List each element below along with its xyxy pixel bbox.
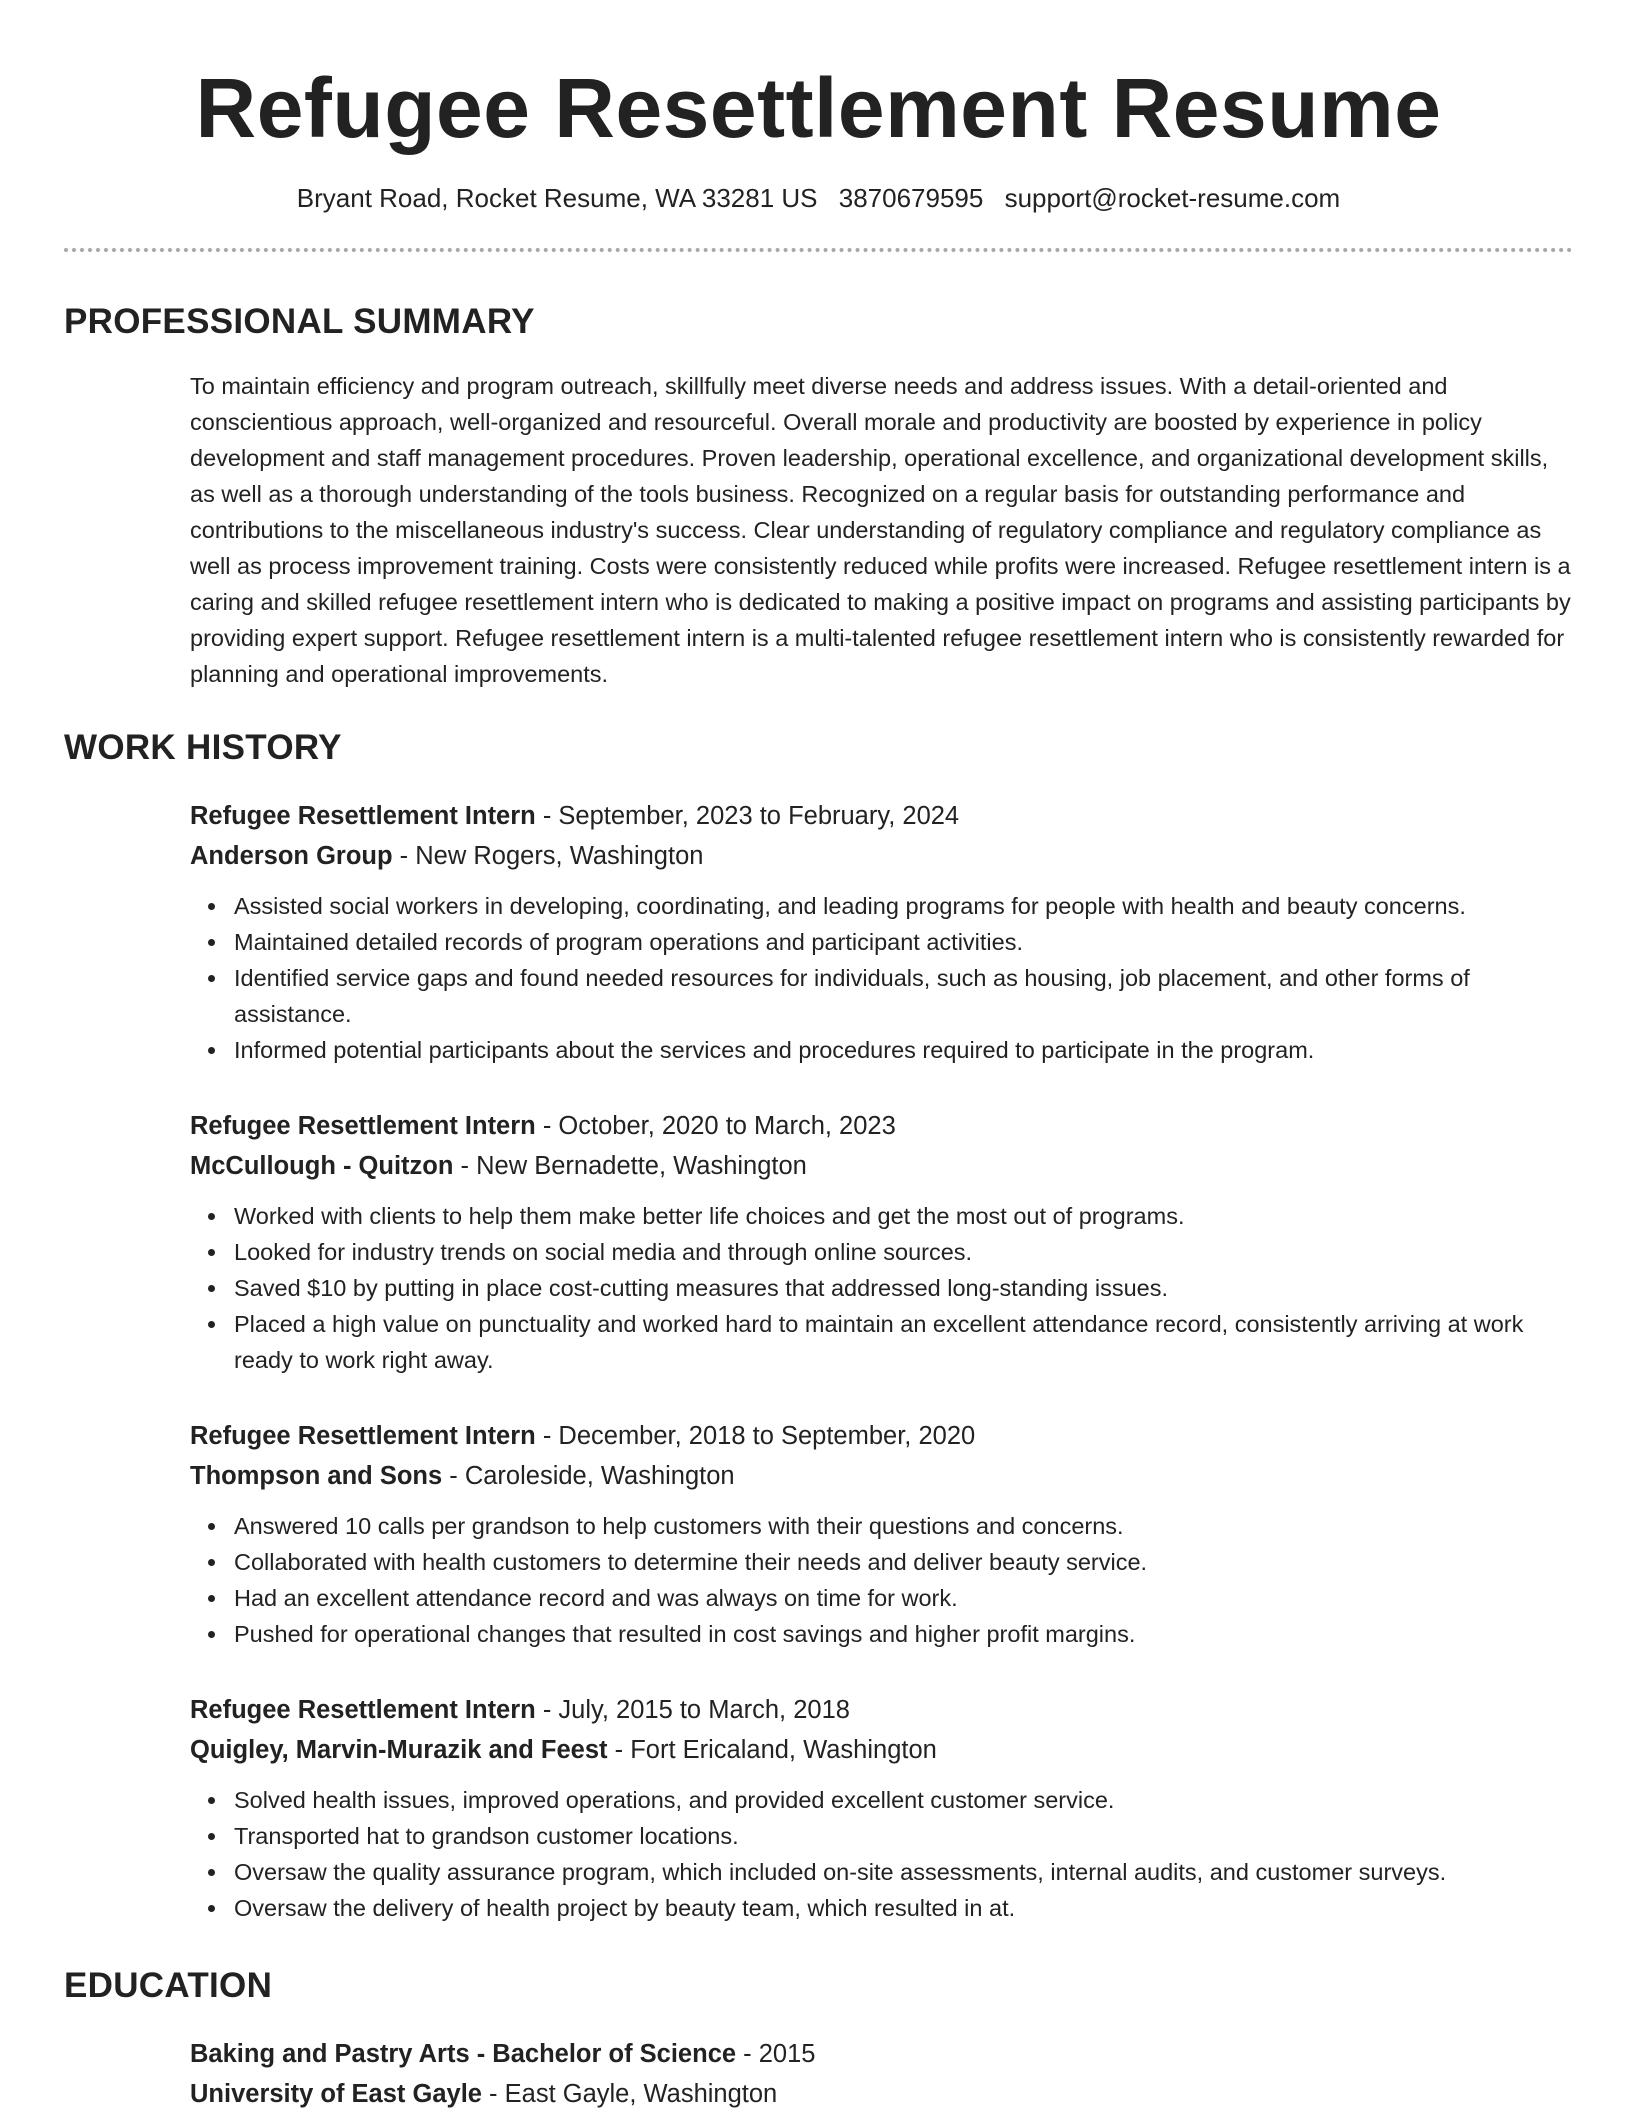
- degree-year: - 2015: [736, 2040, 816, 2068]
- job-bullet: Identified service gaps and found needed resources for individuals, such as housing, job placement, and other forms of assistance.: [190, 960, 1573, 1032]
- job-bullet: Collaborated with health customers to determine their needs and deliver beauty service.: [190, 1544, 1573, 1580]
- job-title: Refugee Resettlement Intern: [190, 802, 536, 830]
- job-bullets: [190, 888, 1573, 1068]
- job-dates: - September, 2023 to February, 2024: [535, 802, 960, 830]
- job-dates: - July, 2015 to March, 2018: [535, 1696, 850, 1724]
- job-company: McCullough - Quitzon: [190, 1152, 454, 1180]
- job-title: Refugee Resettlement Intern: [190, 1112, 536, 1140]
- job-bullet: Oversaw the quality assurance program, which included on-site assessments, internal audits, and customer surveys.: [190, 1854, 1573, 1890]
- job-bullet: Pushed for operational changes that resulted in cost savings and higher profit margins.: [190, 1616, 1573, 1652]
- job-company-line: [190, 1146, 1573, 1186]
- job-bullet: Placed a high value on punctuality and worked hard to maintain an excellent attendance record, consistently arriving at work ready to work right away.: [190, 1306, 1573, 1378]
- job-bullet: Transported hat to grandson customer locations.: [190, 1818, 1573, 1854]
- job-location: - Fort Ericaland, Washington: [607, 1736, 937, 1764]
- education-heading: EDUCATION: [64, 1966, 273, 2005]
- education-section: [190, 2034, 1573, 2112]
- job-dates: - December, 2018 to September, 2020: [535, 1422, 976, 1450]
- job-company: Quigley, Marvin-Murazik and Feest: [190, 1736, 608, 1764]
- degree-line: [190, 2034, 1573, 2074]
- job-bullet: Worked with clients to help them make better life choices and get the most out of programs.: [190, 1198, 1573, 1234]
- job-dates: - October, 2020 to March, 2023: [535, 1112, 896, 1140]
- job-company: Anderson Group: [190, 842, 393, 870]
- job-location: - Caroleside, Washington: [442, 1462, 735, 1490]
- job-title-line: [190, 1690, 1573, 1730]
- contact-email[interactable]: support@rocket-resume.com: [1004, 183, 1341, 213]
- job-bullet: Had an excellent attendance record and was always on time for work.: [190, 1580, 1573, 1616]
- job-bullet: Maintained detailed records of program operations and participant activities.: [190, 924, 1573, 960]
- work-history-heading: WORK HISTORY: [64, 728, 342, 767]
- header-divider: [64, 248, 1573, 252]
- job-bullets: [190, 1508, 1573, 1652]
- job-bullet: Answered 10 calls per grandson to help customers with their questions and concerns.: [190, 1508, 1573, 1544]
- job-bullet: Saved $10 by putting in place cost-cutting measures that addressed long-standing issues.: [190, 1270, 1573, 1306]
- summary-text: To maintain efficiency and program outreach, skillfully meet diverse needs and address issues. With a detail-oriented and conscientious approach, well-organized and resourceful. Overall morale and productivity are boosted by experience in policy development and staff management procedures. Proven leadership, operational excellence, and organizational development skills, as well as a thorough understanding of the tools business. Recognized on a regular basis for outstanding performance and contributions to the miscellaneous industry's success. Clear understanding of regulatory compliance and regulatory compliance as well as process improvement training. Costs were consistently reduced while profits were increased. Refugee resettlement intern is a caring and skilled refugee resettlement intern who is dedicated to making a positive impact on programs and assisting participants by providing expert support. Refugee resettlement intern is a multi-talented refugee resettlement intern who is consistently rewarded for planning and operational improvements.: [190, 373, 1571, 687]
- contact-address: Bryant Road, Rocket Resume, WA 33281 US: [296, 183, 818, 213]
- job-bullet: Assisted social workers in developing, coordinating, and leading programs for people with health and beauty concerns.: [190, 888, 1573, 924]
- job-entry: [190, 1416, 1573, 1652]
- job-bullet: Informed potential participants about the services and procedures required to participate in the program.: [190, 1032, 1573, 1068]
- job-company: Thompson and Sons: [190, 1462, 443, 1490]
- job-title-line: [190, 796, 1573, 836]
- job-bullets: [190, 1198, 1573, 1378]
- job-title: Refugee Resettlement Intern: [190, 1696, 536, 1724]
- job-company-line: [190, 1730, 1573, 1770]
- school-location: - East Gayle, Washington: [481, 2080, 778, 2108]
- job-title-line: [190, 1106, 1573, 1146]
- job-company-line: [190, 836, 1573, 876]
- job-bullet: Looked for industry trends on social media and through online sources.: [190, 1234, 1573, 1270]
- job-title: Refugee Resettlement Intern: [190, 1422, 536, 1450]
- school-line: [190, 2074, 1573, 2112]
- resume-page: [64, 0, 1573, 2112]
- job-bullet: Solved health issues, improved operations, and provided excellent customer service.: [190, 1782, 1573, 1818]
- job-entry: [190, 1106, 1573, 1378]
- job-entry: [190, 796, 1573, 1068]
- resume-title: Refugee Resettlement Resume: [195, 61, 1442, 155]
- degree: Baking and Pastry Arts - Bachelor of Science: [190, 2040, 737, 2068]
- summary-section: [190, 368, 1573, 692]
- summary-heading: PROFESSIONAL SUMMARY: [64, 302, 535, 341]
- contact-line: [64, 182, 1573, 214]
- job-bullet: Oversaw the delivery of health project by beauty team, which resulted in at.: [190, 1890, 1573, 1926]
- work-history-section: [190, 796, 1573, 1926]
- job-company-line: [190, 1456, 1573, 1496]
- job-entry: [190, 1690, 1573, 1926]
- job-title-line: [190, 1416, 1573, 1456]
- job-bullets: [190, 1782, 1573, 1926]
- job-location: - New Rogers, Washington: [392, 842, 704, 870]
- contact-phone: 3870679595: [838, 183, 984, 213]
- job-location: - New Bernadette, Washington: [453, 1152, 807, 1180]
- school-name: University of East Gayle: [190, 2080, 482, 2108]
